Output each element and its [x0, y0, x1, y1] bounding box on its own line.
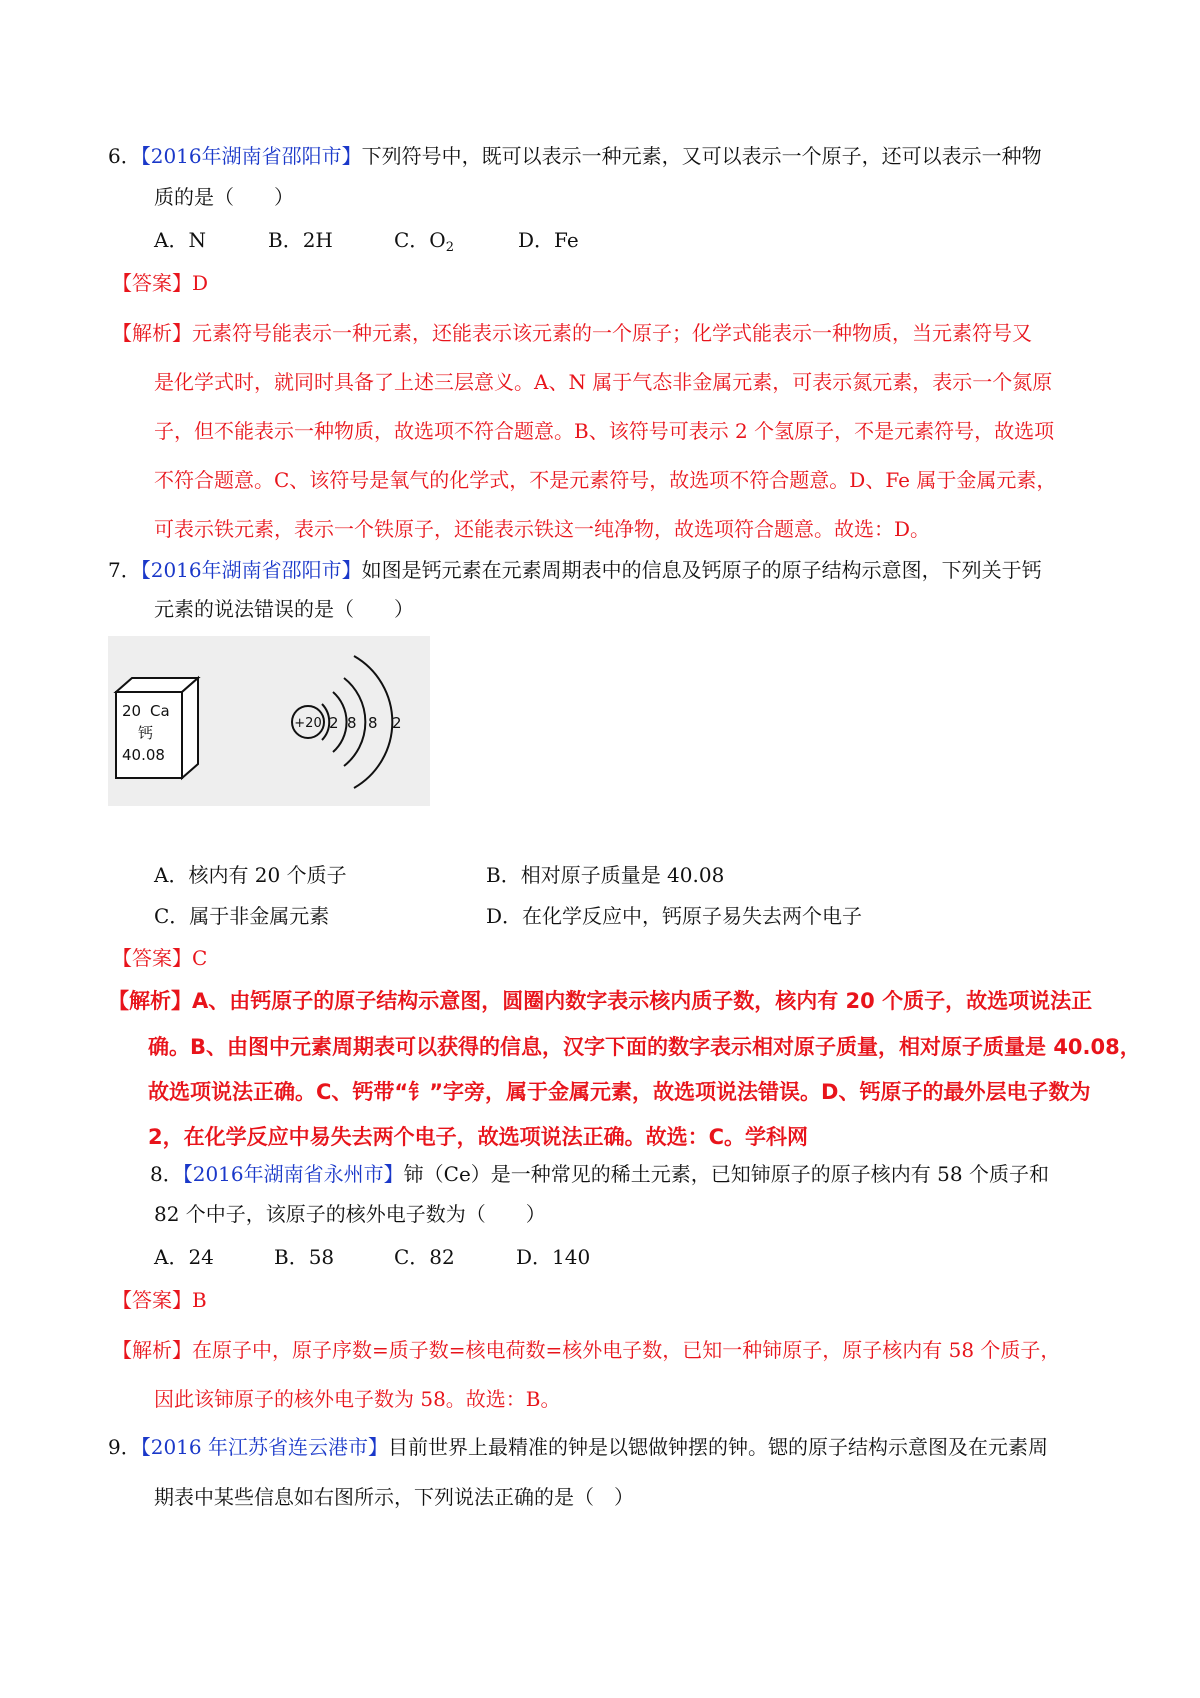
q8-answer [112, 1287, 207, 1313]
q6-analysis-line2: 是化学式时，就同时具备了上述三层意义。A、N 属于气态非金属元素，可表示氮元素，表示一个氮原 [154, 370, 1053, 394]
q6-answer-value: D [192, 271, 209, 295]
q7-analysis-text1: A、由钙原子的原子结构示意图，圆圈内数字表示核内质子数，核内有 20 个质子，故选项说法正 [192, 989, 1093, 1013]
q8-source: 【2016年湖南省永州市】 [182, 1162, 404, 1186]
shell-1-count: 2 [329, 714, 339, 732]
q7-option-a: A．核内有 20 个质子 [154, 863, 347, 887]
q9-stem1: 目前世界上最精准的钟是以锶做钟摆的钟。锶的原子结构示意图及在元素周 [388, 1435, 1048, 1459]
q8-answer-label: 【答案】 [112, 1288, 192, 1312]
q6-option-c [394, 227, 454, 261]
q6-option-c-subscript: 2 [445, 240, 454, 255]
q6-analysis-label: 【解析】 [112, 321, 192, 345]
cell-atomic-number: 20 [122, 702, 142, 720]
shell-3-count: 8 [368, 714, 378, 732]
q7-answer-value: C [192, 946, 208, 970]
q7-analysis-line1 [108, 988, 1092, 1014]
q6-answer [112, 270, 208, 296]
q8-stem-line1 [150, 1161, 1049, 1187]
q6-stem-line1 [108, 143, 1042, 169]
q8-answer-value: B [192, 1288, 207, 1312]
calcium-figure [108, 636, 430, 806]
q6-stem1: 下列符号中，既可以表示一种元素，又可以表示一个原子，还可以表示一种物 [361, 144, 1042, 168]
q7-stem1: 如图是钙元素在元素周期表中的信息及钙原子的原子结构示意图，下列关于钙 [361, 558, 1042, 582]
q6-analysis-line5: 可表示铁元素，表示一个铁原子，还能表示铁这一纯净物，故选项符合题意。故选：D。 [154, 517, 931, 541]
q6-stem-line2: 质的是（ ） [154, 185, 294, 209]
q6-option-c-text: C．O [394, 228, 446, 252]
q8-stem1: 铈（Ce）是一种常见的稀土元素，已知铈原子的原子核内有 58 个质子和 [403, 1162, 1049, 1186]
q7-analysis-line4: 2，在化学反应中易失去两个电子，故选项说法正确。故选：C。学科网 [148, 1125, 809, 1149]
q7-option-b: B．相对原子质量是 40.08 [486, 863, 725, 887]
q7-stem-line2: 元素的说法错误的是（ ） [154, 597, 414, 621]
cell-name: 钙 [138, 724, 154, 742]
shell-2-count: 8 [347, 714, 357, 732]
q9-number: 9． [108, 1435, 141, 1459]
q7-option-d: D．在化学反应中，钙原子易失去两个电子 [486, 904, 863, 928]
q8-option-a: A．24 [154, 1245, 214, 1269]
q8-stem-line2: 82 个中子，该原子的核外电子数为（ ） [154, 1202, 546, 1226]
q6-number: 6． [108, 144, 141, 168]
q7-number: 7． [108, 558, 141, 582]
q7-source: 【2016年湖南省邵阳市】 [140, 558, 362, 582]
cell-mass: 40.08 [122, 746, 165, 764]
q6-option-d: D．Fe [518, 228, 579, 252]
calcium-figure-svg [108, 636, 430, 806]
cell-symbol: Ca [150, 702, 170, 720]
q8-analysis-line1 [112, 1337, 1060, 1363]
q9-stem-line2: 期表中某些信息如右图所示，下列说法正确的是（ ） [154, 1485, 634, 1509]
q7-answer [112, 945, 207, 971]
q8-analysis-line2: 因此该铈原子的核外电子数为 58。故选：B。 [154, 1387, 561, 1411]
q8-option-b: B．58 [274, 1245, 335, 1269]
q9-source: 【2016 年江苏省连云港市】 [140, 1435, 388, 1459]
q7-analysis-line3: 故选项说法正确。C、钙带“钅”字旁，属于金属元素，故选项说法错误。D、钙原子的最外层电子数为 [148, 1080, 1091, 1104]
q7-answer-label: 【答案】 [112, 946, 192, 970]
q6-answer-label: 【答案】 [112, 271, 192, 295]
q6-analysis-line1 [112, 320, 1032, 346]
q6-source: 【2016年湖南省邵阳市】 [140, 144, 362, 168]
q8-option-d: D．140 [516, 1245, 591, 1269]
q7-analysis-line2: 确。B、由图中元素周期表可以获得的信息，汉字下面的数字表示相对原子质量，相对原子质量是 40.08， [148, 1035, 1141, 1059]
q6-option-b: B．2H [268, 228, 333, 252]
periodic-table-cell [116, 678, 198, 778]
q6-option-a: A．N [154, 228, 206, 252]
q8-analysis-text1: 在原子中，原子序数=质子数=核电荷数=核外电子数，已知一种铈原子，原子核内有 58 个质子， [192, 1338, 1061, 1362]
q7-analysis-label: 【解析】 [108, 989, 192, 1013]
q6-analysis-text1: 元素符号能表示一种元素，还能表示该元素的一个原子；化学式能表示一种物质，当元素符号又 [192, 321, 1032, 345]
q8-option-c: C．82 [394, 1245, 455, 1269]
shell-4-count: 2 [392, 714, 402, 732]
q8-number: 8． [150, 1162, 183, 1186]
q9-stem-line1 [108, 1434, 1048, 1460]
q6-analysis-line4: 不符合题意。C、该符号是氧气的化学式，不是元素符号，故选项不符合题意。D、Fe 属于金属元素， [154, 468, 1057, 492]
q6-analysis-line3: 子，但不能表示一种物质，故选项不符合题意。B、该符号可表示 2 个氢原子，不是元素符号，故选项 [154, 419, 1055, 443]
atom-structure-diagram [292, 656, 402, 788]
nucleus-charge: +20 [294, 716, 322, 731]
q7-stem-line1 [108, 557, 1042, 583]
q7-option-c: C．属于非金属元素 [154, 904, 330, 928]
q8-analysis-label: 【解析】 [112, 1338, 192, 1362]
